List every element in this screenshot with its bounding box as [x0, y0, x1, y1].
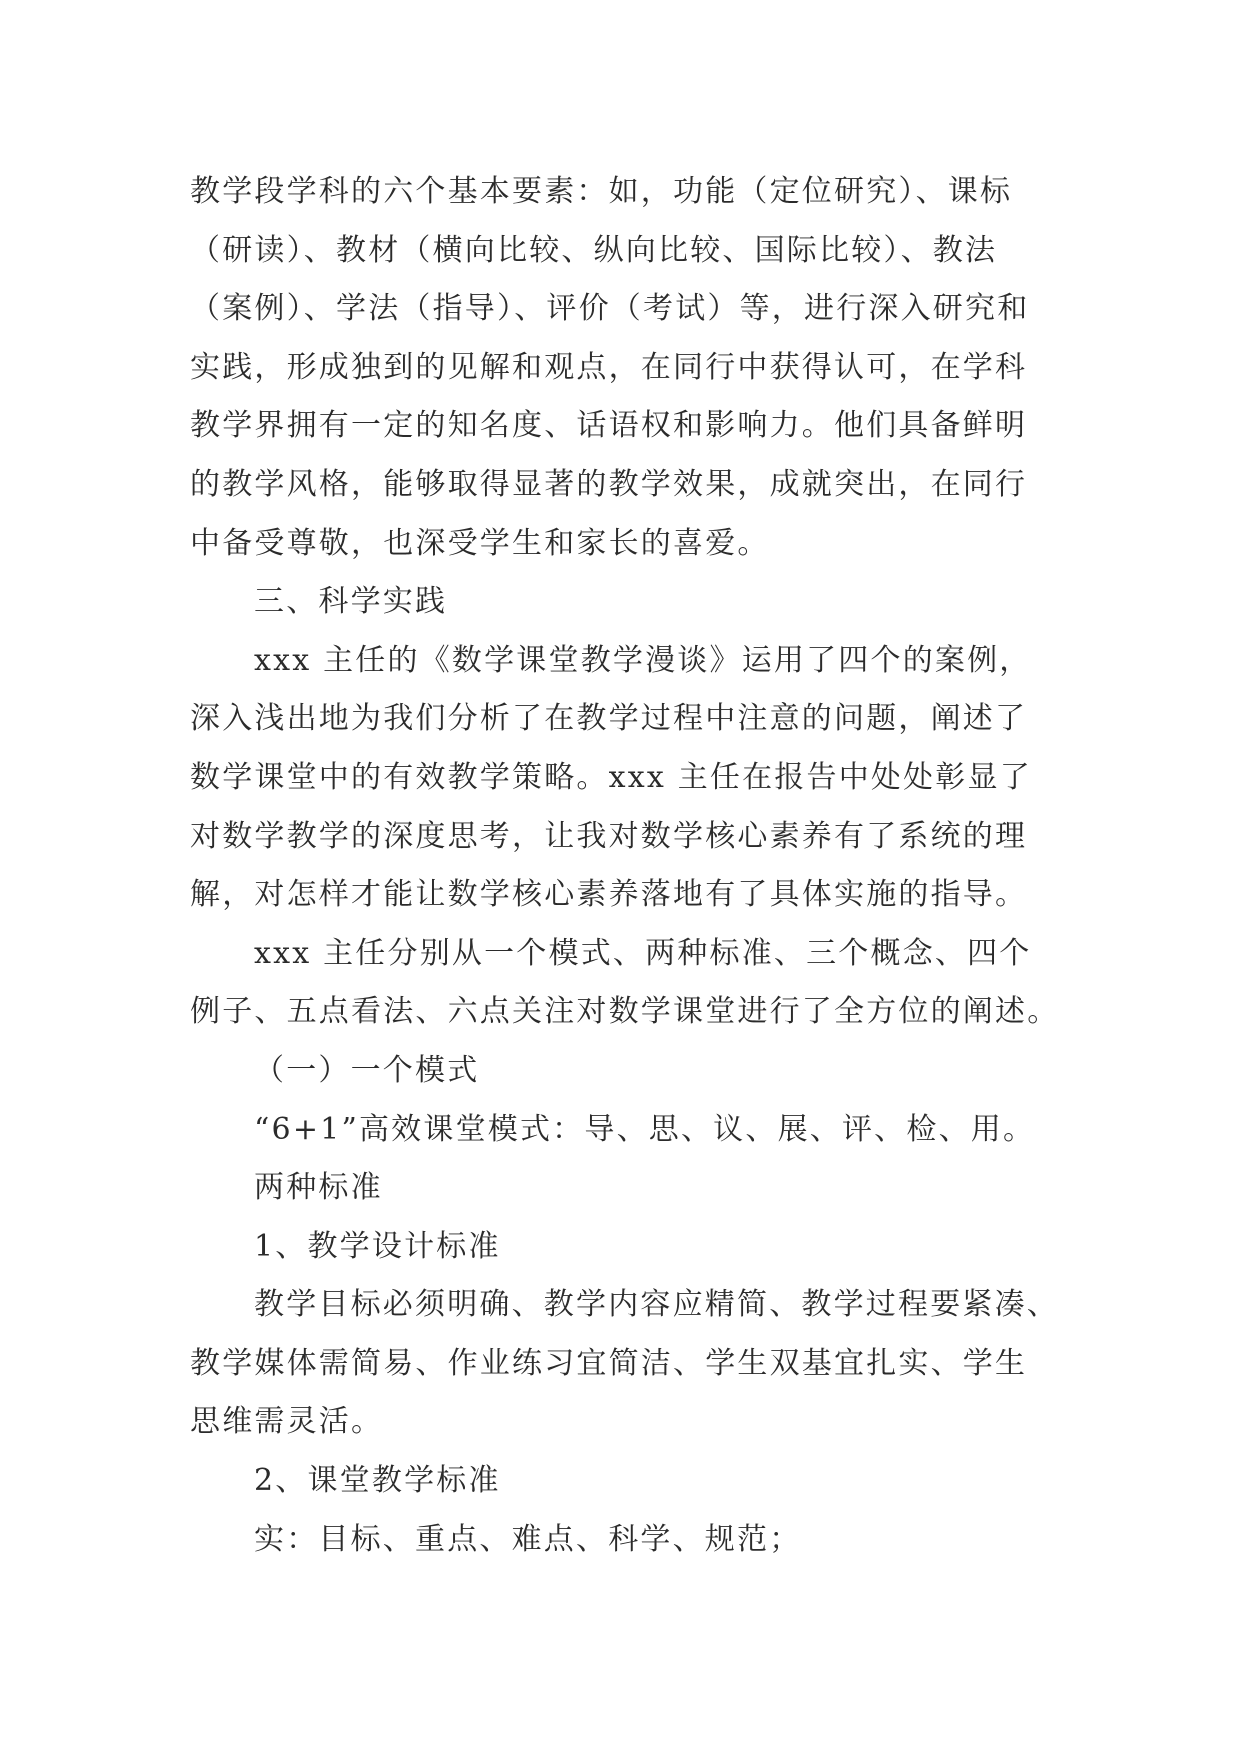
paragraph-line: 教学界拥有一定的知名度、话语权和影响力。他们具备鲜明: [190, 408, 1028, 444]
paragraph-line: xxx 主任的《数学课堂教学漫谈》运用了四个的案例，: [254, 642, 1032, 678]
paragraph-line: 教学目标必须明确、教学内容应精简、教学过程要紧凑、: [254, 1287, 1059, 1323]
list-heading: 2、课堂教学标准: [254, 1463, 501, 1499]
paragraph-line: 思维需灵活。: [190, 1404, 384, 1440]
paragraph-line: 实：目标、重点、难点、科学、规范；: [254, 1521, 802, 1557]
paragraph-line: 实践，形成独到的见解和观点，在同行中获得认可，在学科: [190, 349, 1028, 385]
paragraph-line: xxx 主任分别从一个模式、两种标准、三个概念、四个: [254, 935, 1032, 971]
paragraph-line: 例子、五点看法、六点关注对数学课堂进行了全方位的阐述。: [190, 994, 1060, 1030]
subsection-heading: （一）一个模式: [254, 1052, 480, 1088]
paragraph-line: （研读）、教材（横向比较、纵向比较、国际比较）、教法: [190, 232, 998, 268]
paragraph-line: 深入浅出地为我们分析了在教学过程中注意的问题，阐述了: [190, 701, 1028, 737]
subsection-heading: 两种标准: [254, 1170, 383, 1206]
paragraph-line: 解，对怎样才能让数学核心素养落地有了具体实施的指导。: [190, 877, 1028, 913]
paragraph-line: 数学课堂中的有效教学策略。xxx 主任在报告中处处彰显了: [190, 759, 1032, 795]
paragraph-line: “6+1”高效课堂模式：导、思、议、展、评、检、用。: [254, 1111, 1036, 1147]
paragraph-line: 教学媒体需简易、作业练习宜简洁、学生双基宜扎实、学生: [190, 1345, 1028, 1381]
paragraph-line: 中备受尊敬，也深受学生和家长的喜爱。: [190, 525, 770, 561]
paragraph-line: 的教学风格，能够取得显著的教学效果，成就突出，在同行: [190, 466, 1028, 502]
document-body: [190, 163, 1070, 1569]
paragraph-line: 教学段学科的六个基本要素：如，功能（定位研究）、课标: [190, 174, 1013, 209]
list-heading: 1、教学设计标准: [254, 1228, 501, 1264]
paragraph-line: 对数学教学的深度思考，让我对数学核心素养有了系统的理: [190, 818, 1028, 854]
paragraph-line: （案例）、学法（指导）、评价（考试）等，进行深入研究和: [190, 291, 1030, 327]
section-heading: 三、科学实践: [254, 584, 448, 620]
